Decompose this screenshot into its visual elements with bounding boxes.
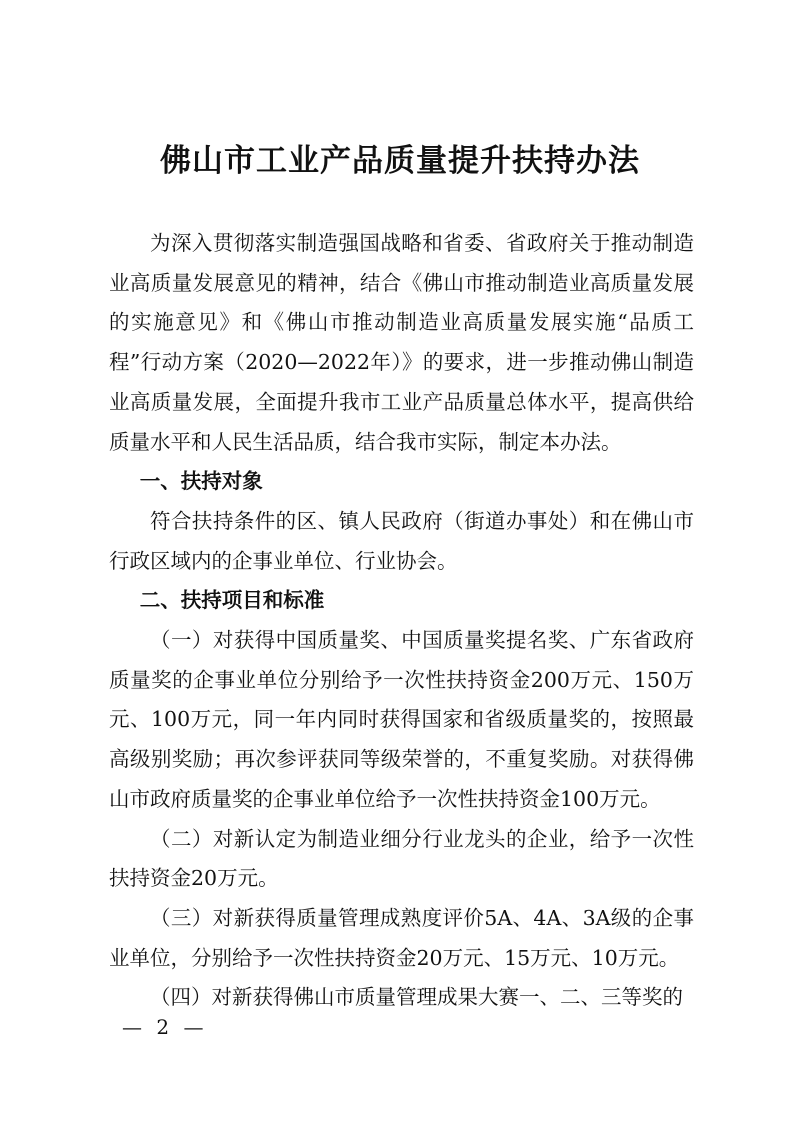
section-heading-support-items: 二、扶持项目和标准 [139, 588, 325, 613]
support-targets-paragraph: 符合扶持条件的区、镇人民政府（街道办事处）和在佛山市行政区域内的企事业单位、行业协会。 [109, 508, 694, 573]
section-heading-support-targets: 一、扶持对象 [139, 469, 263, 494]
support-item-2: （二）对新认定为制造业细分行业龙头的企业，给予一次性扶持资金20万元。 [109, 826, 694, 891]
support-item-4: （四）对新获得佛山市质量管理成果大赛一、二、三等奖的 [150, 985, 683, 1010]
page-number: — 2 — [122, 1015, 208, 1039]
document-body [109, 224, 694, 1018]
support-item-1: （一）对获得中国质量奖、中国质量奖提名奖、广东省政府质量奖的企事业单位分别给予一次性扶持资金200万元、150万元、100万元，同一年内同时获得国家和省级质量奖的，按照最高级别奖励；再次参评获同等级荣誉的，不重复奖励。对获得佛山市政府质量奖的企事业单位给予一次性扶持资金100万元。 [109, 628, 694, 811]
intro-paragraph: 为深入贯彻落实制造强国战略和省委、省政府关于推动制造业高质量发展意见的精神，结合《佛山市推动制造业高质量发展的实施意见》和《佛山市推动制造业高质量发展实施“品质工程”行动方案（2020—2022年）》的要求，进一步推动佛山制造业高质量发展，全面提升我市工业产品质量总体水平，提高供给质量水平和人民生活品质，结合我市实际，制定本办法。 [109, 231, 694, 454]
document-title: 佛山市工业产品质量提升扶持办法 [160, 143, 640, 179]
support-item-3: （三）对新获得质量管理成熟度评价5A、4A、3A级的企事业单位，分别给予一次性扶持资金20万元、15万元、10万元。 [109, 905, 694, 970]
